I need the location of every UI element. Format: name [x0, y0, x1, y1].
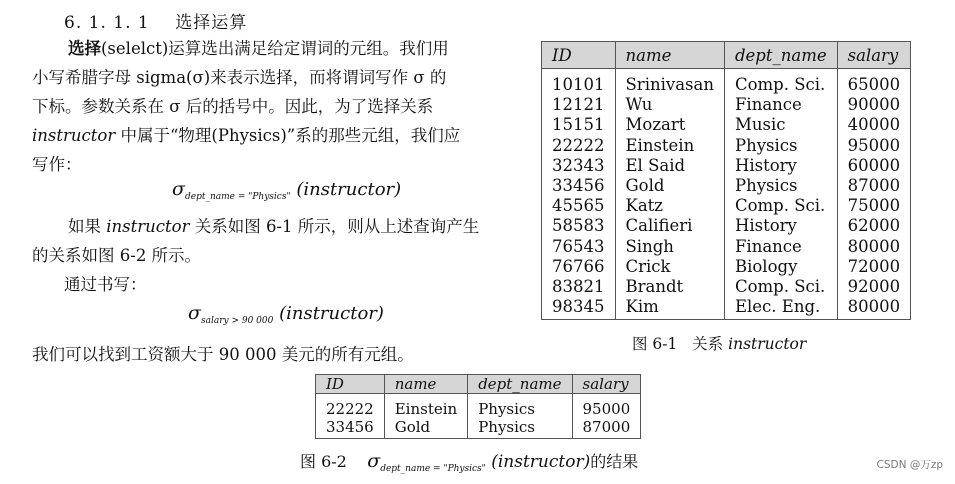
table-cell: 95000	[837, 136, 911, 156]
term-selection: 选择	[68, 39, 101, 58]
table-row	[542, 196, 911, 216]
table-cell: 33456	[316, 418, 385, 439]
table-cell: Elec. Eng.	[724, 297, 837, 320]
table-header-row	[316, 375, 641, 394]
watermark: CSDN @万zp	[876, 459, 943, 471]
table-cell: 87000	[837, 176, 911, 196]
table-cell: 40000	[837, 115, 911, 135]
formula-physics-selection	[172, 178, 401, 202]
caption-relation: instructor	[728, 335, 807, 353]
table-row	[316, 418, 641, 439]
caption-label: 图 6-2	[300, 452, 347, 471]
para2-line2: 的关系如图 6-2 所示。	[32, 246, 202, 265]
table-cell: Wu	[615, 95, 724, 115]
para1-line1: (selelct)运算选出满足给定谓词的元组。我们用	[101, 39, 449, 58]
table-cell: 58583	[542, 216, 616, 236]
column-header: name	[615, 42, 724, 69]
column-header: dept_name	[724, 42, 837, 69]
table-cell: Physics	[724, 136, 837, 156]
para1-line2: 小写希腊字母 sigma(σ)来表示选择，而将谓词写作 σ 的	[32, 68, 447, 87]
table-cell: Gold	[615, 176, 724, 196]
section-heading	[64, 8, 247, 33]
table-cell: Comp. Sci.	[724, 196, 837, 216]
table-row	[542, 237, 911, 257]
table-cell: 83821	[542, 277, 616, 297]
table-cell: Finance	[724, 237, 837, 257]
table-cell: 65000	[837, 69, 911, 96]
table-row	[542, 257, 911, 277]
table-cell: 76543	[542, 237, 616, 257]
table-row	[542, 216, 911, 236]
formula-subscript: salary > 90 000	[200, 316, 274, 326]
table-row	[542, 156, 911, 176]
caption-text: 关系	[692, 335, 724, 353]
table-row	[542, 69, 911, 96]
table-cell: 72000	[837, 257, 911, 277]
paragraph-salary-result: 我们可以找到工资额大于 90 000 美元的所有元组。	[32, 345, 414, 364]
table-cell: 87000	[572, 418, 641, 439]
column-header: ID	[542, 42, 616, 69]
caption-suffix: 的结果	[590, 452, 639, 471]
table-cell: Physics	[724, 176, 837, 196]
table-cell: El Said	[615, 156, 724, 176]
table-cell: Comp. Sci.	[724, 277, 837, 297]
column-header: salary	[837, 42, 911, 69]
table-cell: Singh	[615, 237, 724, 257]
sigma-symbol: σ	[367, 450, 381, 472]
table-cell: 60000	[837, 156, 911, 176]
section-title: 选择运算	[175, 13, 248, 33]
table-cell: 80000	[837, 237, 911, 257]
paragraph-result-reference	[32, 212, 522, 270]
sigma-symbol: σ	[188, 302, 201, 324]
formula-argument: (instructor)	[279, 303, 384, 324]
table-cell: 75000	[837, 196, 911, 216]
para2-pre: 如果	[68, 217, 107, 236]
paragraph-selection-intro	[32, 34, 522, 179]
table-cell: 62000	[837, 216, 911, 236]
sigma-symbol: σ	[172, 178, 185, 200]
formula-salary-selection	[188, 302, 384, 326]
table-row	[542, 277, 911, 297]
para1-line4: 中属于“物理(Physics)”系的那些元组，我们应	[115, 126, 461, 145]
caption-label: 图 6-1	[632, 335, 678, 353]
column-header: salary	[572, 375, 641, 394]
table-cell: Physics	[468, 418, 572, 439]
table-cell: 15151	[542, 115, 616, 135]
table-cell: 22222	[316, 394, 385, 419]
table-cell: 76766	[542, 257, 616, 277]
table-cell: Einstein	[384, 394, 467, 419]
table-cell: History	[724, 156, 837, 176]
table-cell: 33456	[542, 176, 616, 196]
relation-name: instructor	[106, 217, 190, 236]
table-row	[542, 95, 911, 115]
formula-subscript: dept_name = "Physics"	[380, 464, 486, 474]
table-cell: 45565	[542, 196, 616, 216]
table-cell: Katz	[615, 196, 724, 216]
table-cell: 95000	[572, 394, 641, 419]
para2-mid: 关系如图 6-1 所示，则从上述查询产生	[189, 217, 480, 236]
table-cell: Music	[724, 115, 837, 135]
table-cell: 32343	[542, 156, 616, 176]
physics-result-table	[315, 374, 641, 439]
table-cell: Crick	[615, 257, 724, 277]
table-cell: Califieri	[615, 216, 724, 236]
table-cell: 80000	[837, 297, 911, 320]
table-cell: 98345	[542, 297, 616, 320]
column-header: dept_name	[468, 375, 572, 394]
relation-name: instructor	[32, 126, 116, 145]
table-cell: Brandt	[615, 277, 724, 297]
table-cell: Physics	[468, 394, 572, 419]
table-cell: Mozart	[615, 115, 724, 135]
para1-line5: 写作：	[32, 155, 82, 174]
table-cell: 90000	[837, 95, 911, 115]
table-row	[542, 115, 911, 135]
instructor-table	[541, 41, 911, 320]
formula-argument: (instructor)	[296, 179, 402, 200]
figure-caption-6-2	[300, 449, 638, 474]
table-cell: Comp. Sci.	[724, 69, 837, 96]
formula-argument: (instructor)	[491, 452, 591, 472]
paragraph-by-writing: 通过书写：	[64, 275, 147, 294]
table-cell: Biology	[724, 257, 837, 277]
table-cell: 10101	[542, 69, 616, 96]
table-row	[542, 176, 911, 196]
column-header: name	[384, 375, 467, 394]
table-cell: 22222	[542, 136, 616, 156]
table-row	[542, 297, 911, 320]
column-header: ID	[316, 375, 385, 394]
table-row	[316, 394, 641, 419]
section-number: 6. 1. 1. 1	[64, 13, 150, 33]
table-cell: Kim	[615, 297, 724, 320]
table-cell: History	[724, 216, 837, 236]
table-cell: Finance	[724, 95, 837, 115]
table-cell: 92000	[837, 277, 911, 297]
table-cell: Einstein	[615, 136, 724, 156]
table-cell: Gold	[384, 418, 467, 439]
table-row	[542, 136, 911, 156]
formula-subscript: dept_name = "Physics"	[184, 192, 291, 202]
table-cell: Srinivasan	[615, 69, 724, 96]
table-header-row	[542, 42, 911, 69]
table-cell: 12121	[542, 95, 616, 115]
figure-caption-6-1	[632, 332, 806, 354]
para1-line3: 下标。参数关系在 σ 后的括号中。因此，为了选择关系	[32, 97, 434, 116]
